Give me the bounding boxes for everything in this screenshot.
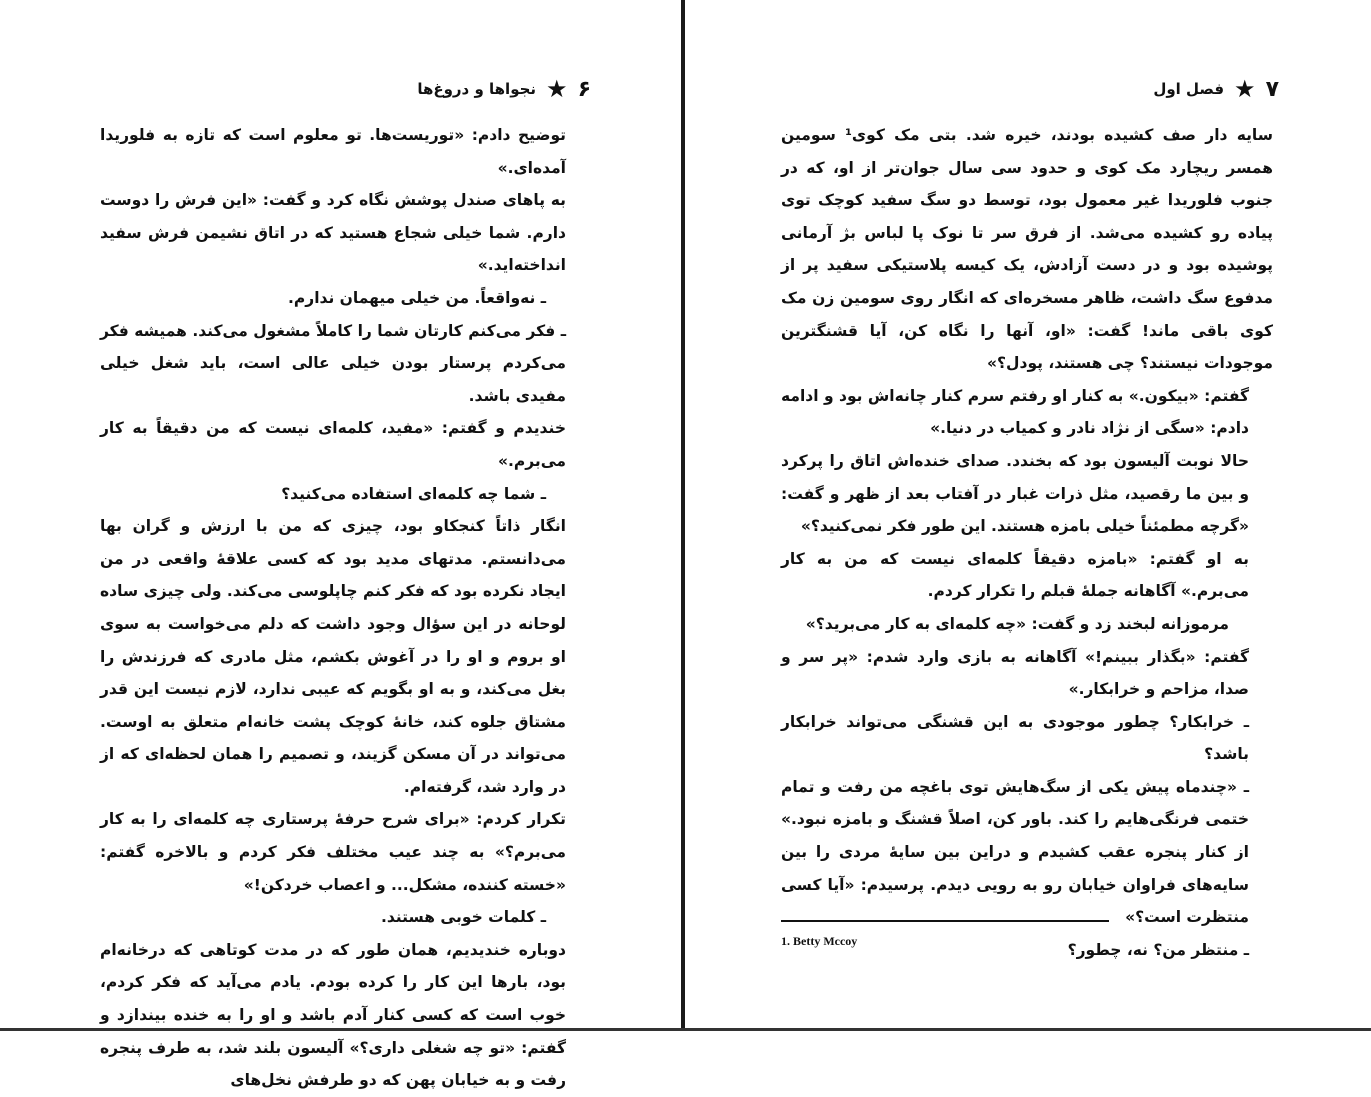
paragraph: تکرار کردم: «برای شرح حرفهٔ پرستاری چه کلمه‌ای را به کار می‌برم؟» به چند عیب مختلف فکر کردم و بالاخره گفتم: «خسته کننده، مشکل... و اعصاب خردکن!» xyxy=(100,810,566,894)
paragraph: گفتم: «بیکون.» به کنار او رفتم سرم کنار چانه‌اش بود و ادامه دادم: «سگی از نژاد نادر و کمیاب در دنیا.» xyxy=(781,386,1249,438)
left-page xyxy=(0,0,681,1090)
paragraph: ـ منتظر من؟ نه، چطور؟ xyxy=(1067,940,1249,959)
paragraph: ـ نه‌واقعاً. من خیلی میهمان ندارم. xyxy=(288,288,546,307)
paragraph: مرموزانه لبخند زد و گفت: «چه کلمه‌ای به کار می‌برید؟» xyxy=(805,614,1229,633)
left-page-header xyxy=(417,76,591,102)
star-icon: ★ xyxy=(1234,75,1256,103)
footnote: 1. Betty Mccoy xyxy=(781,934,858,948)
paragraph: انگار ذاتاً کنجکاو بود، چیزی که من با ارزش و گران بها می‌دانستم. مدتهای مدید بود که کسی علاقهٔ واقعی در من ایجاد نکرده بود که فکر کنم چاپلوسی می‌کند. ولی چیزی ساده لوحانه در این سؤال وجود داشت که دلم می‌خواست به سوی او بروم و او را در آغوش بکشم، مثل مادری که فرزندش را بغل می‌کند، و به او بگویم که عیبی ندارد، لازم نیست این قدر مشتاق جلوه کند، خانهٔ کوچک پشت خانه‌ام متعلق به اوست. می‌تواند در آن مسکن گزیند، و تصمیم را همان لحظه‌ای که از در وارد شد، گرفته‌ام. xyxy=(100,517,566,796)
left-page-body xyxy=(100,119,590,1097)
paragraph: به پاهای صندل پوشش نگاه کرد و گفت: «این فرش را دوست دارم. شما خیلی شجاع هستید که در اتاق نشیمن فرش سفید انداخته‌اید.» xyxy=(100,191,566,275)
paragraph: دوباره خندیدیم، همان طور که در مدت کوتاهی که درخانه‌ام بود، بارها این کار را کرده بودم. یادم می‌آید که فکر کردم، خوب است که کسی کنار آدم باشد و او را به خنده بیندازد و گفتم: «تو چه شغلی داری؟» آلیسون بلند شد، به طرف پنجره رفت و به خیابان پهن که دو طرفش نخل‌های xyxy=(100,940,566,1090)
paragraph: ـ «چندماه پیش یکی از سگ‌هایش توی باغچه من رفت و تمام ختمی فرنگی‌هایم را کند. باور کن، اصلاً قشنگ و بامزه نبود.» از کنار پنجره عقب کشیدم و دراین بین سایهٔ مردی را بین سایه‌های فراوان خیابان رو به رویی دیدم. پرسیدم: «آیا کسی منتظرت است؟» xyxy=(781,777,1249,927)
footnote-divider xyxy=(781,920,1109,922)
right-page-header xyxy=(1153,76,1279,102)
paragraph: توضیح دادم: «توریست‌ها. تو معلوم است که تازه به فلوریدا آمده‌ای.» xyxy=(100,126,566,177)
paragraph: ـ شما چه کلمه‌ای استفاده می‌کنید؟ xyxy=(281,484,546,503)
paragraph: ـ فکر می‌کنم کارتان شما را کاملاً مشغول می‌کند. همیشه فکر می‌کردم پرستار بودن خیلی عالی است، باید شغل خیلی مفیدی باشد. xyxy=(100,321,566,405)
page-number: ۶ xyxy=(577,76,591,102)
paragraph: خندیدم و گفتم: «مفید، کلمه‌ای نیست که من دقیقاً به کار می‌برم.» xyxy=(100,419,566,470)
paragraph: به او گفتم: «بامزه دقیقاً کلمه‌ای نیست که من به کار می‌برم.» آگاهانه جملهٔ قبلم را تکرار کردم. xyxy=(781,549,1249,601)
right-page-body xyxy=(781,119,1273,966)
paragraph: گفتم: «بگذار ببینم!» آگاهانه به بازی وارد شدم: «پر سر و صدا، مزاحم و خرابکار.» xyxy=(781,647,1249,699)
paragraph: سایه دار صف کشیده بودند، خیره شد. بتی مک کوی¹ سومین همسر ریچارد مک کوی و حدود سی سال جوان‌تر از او، که در جنوب فلوریدا غیر معمول بود، توسط دو سگ سفید کوچک توی پیاده رو کشیده می‌شد. از فرق سر تا نوک پا لباس بژ آرمانی پوشیده بود و در دست آزادش، یک کیسه پلاستیکی سفید پر از مدفوع سگ داشت، ظاهر مسخره‌ای که انگار روی سومین زن مک کوی باقی ماند! گفت: «او، آنها را نگاه کن، آیا قشنگترین موجودات نیستند؟ چی هستند، پودل؟» xyxy=(781,126,1273,373)
star-icon: ★ xyxy=(546,75,568,103)
paragraph: ـ کلمات خوبی هستند. xyxy=(380,908,546,927)
right-page xyxy=(685,0,1371,1031)
page-number: ۷ xyxy=(1265,76,1279,102)
running-title: نجواها و دروغ‌ها xyxy=(417,80,537,98)
paragraph: ـ خرابکار؟ چطور موجودی به این قشنگی می‌تواند خرابکار باشد؟ xyxy=(781,712,1249,764)
paragraph: حالا نوبت آلیسون بود که بخندد. صدای خنده‌اش اتاق را پرکرد و بین ما رقصید، مثل ذرات غبار در آفتاب بعد از ظهر و گفت: «گرچه مطمئناً خیلی بامزه هستند. این طور فکر نمی‌کنید؟» xyxy=(781,451,1249,536)
chapter-title: فصل اول xyxy=(1153,80,1225,98)
